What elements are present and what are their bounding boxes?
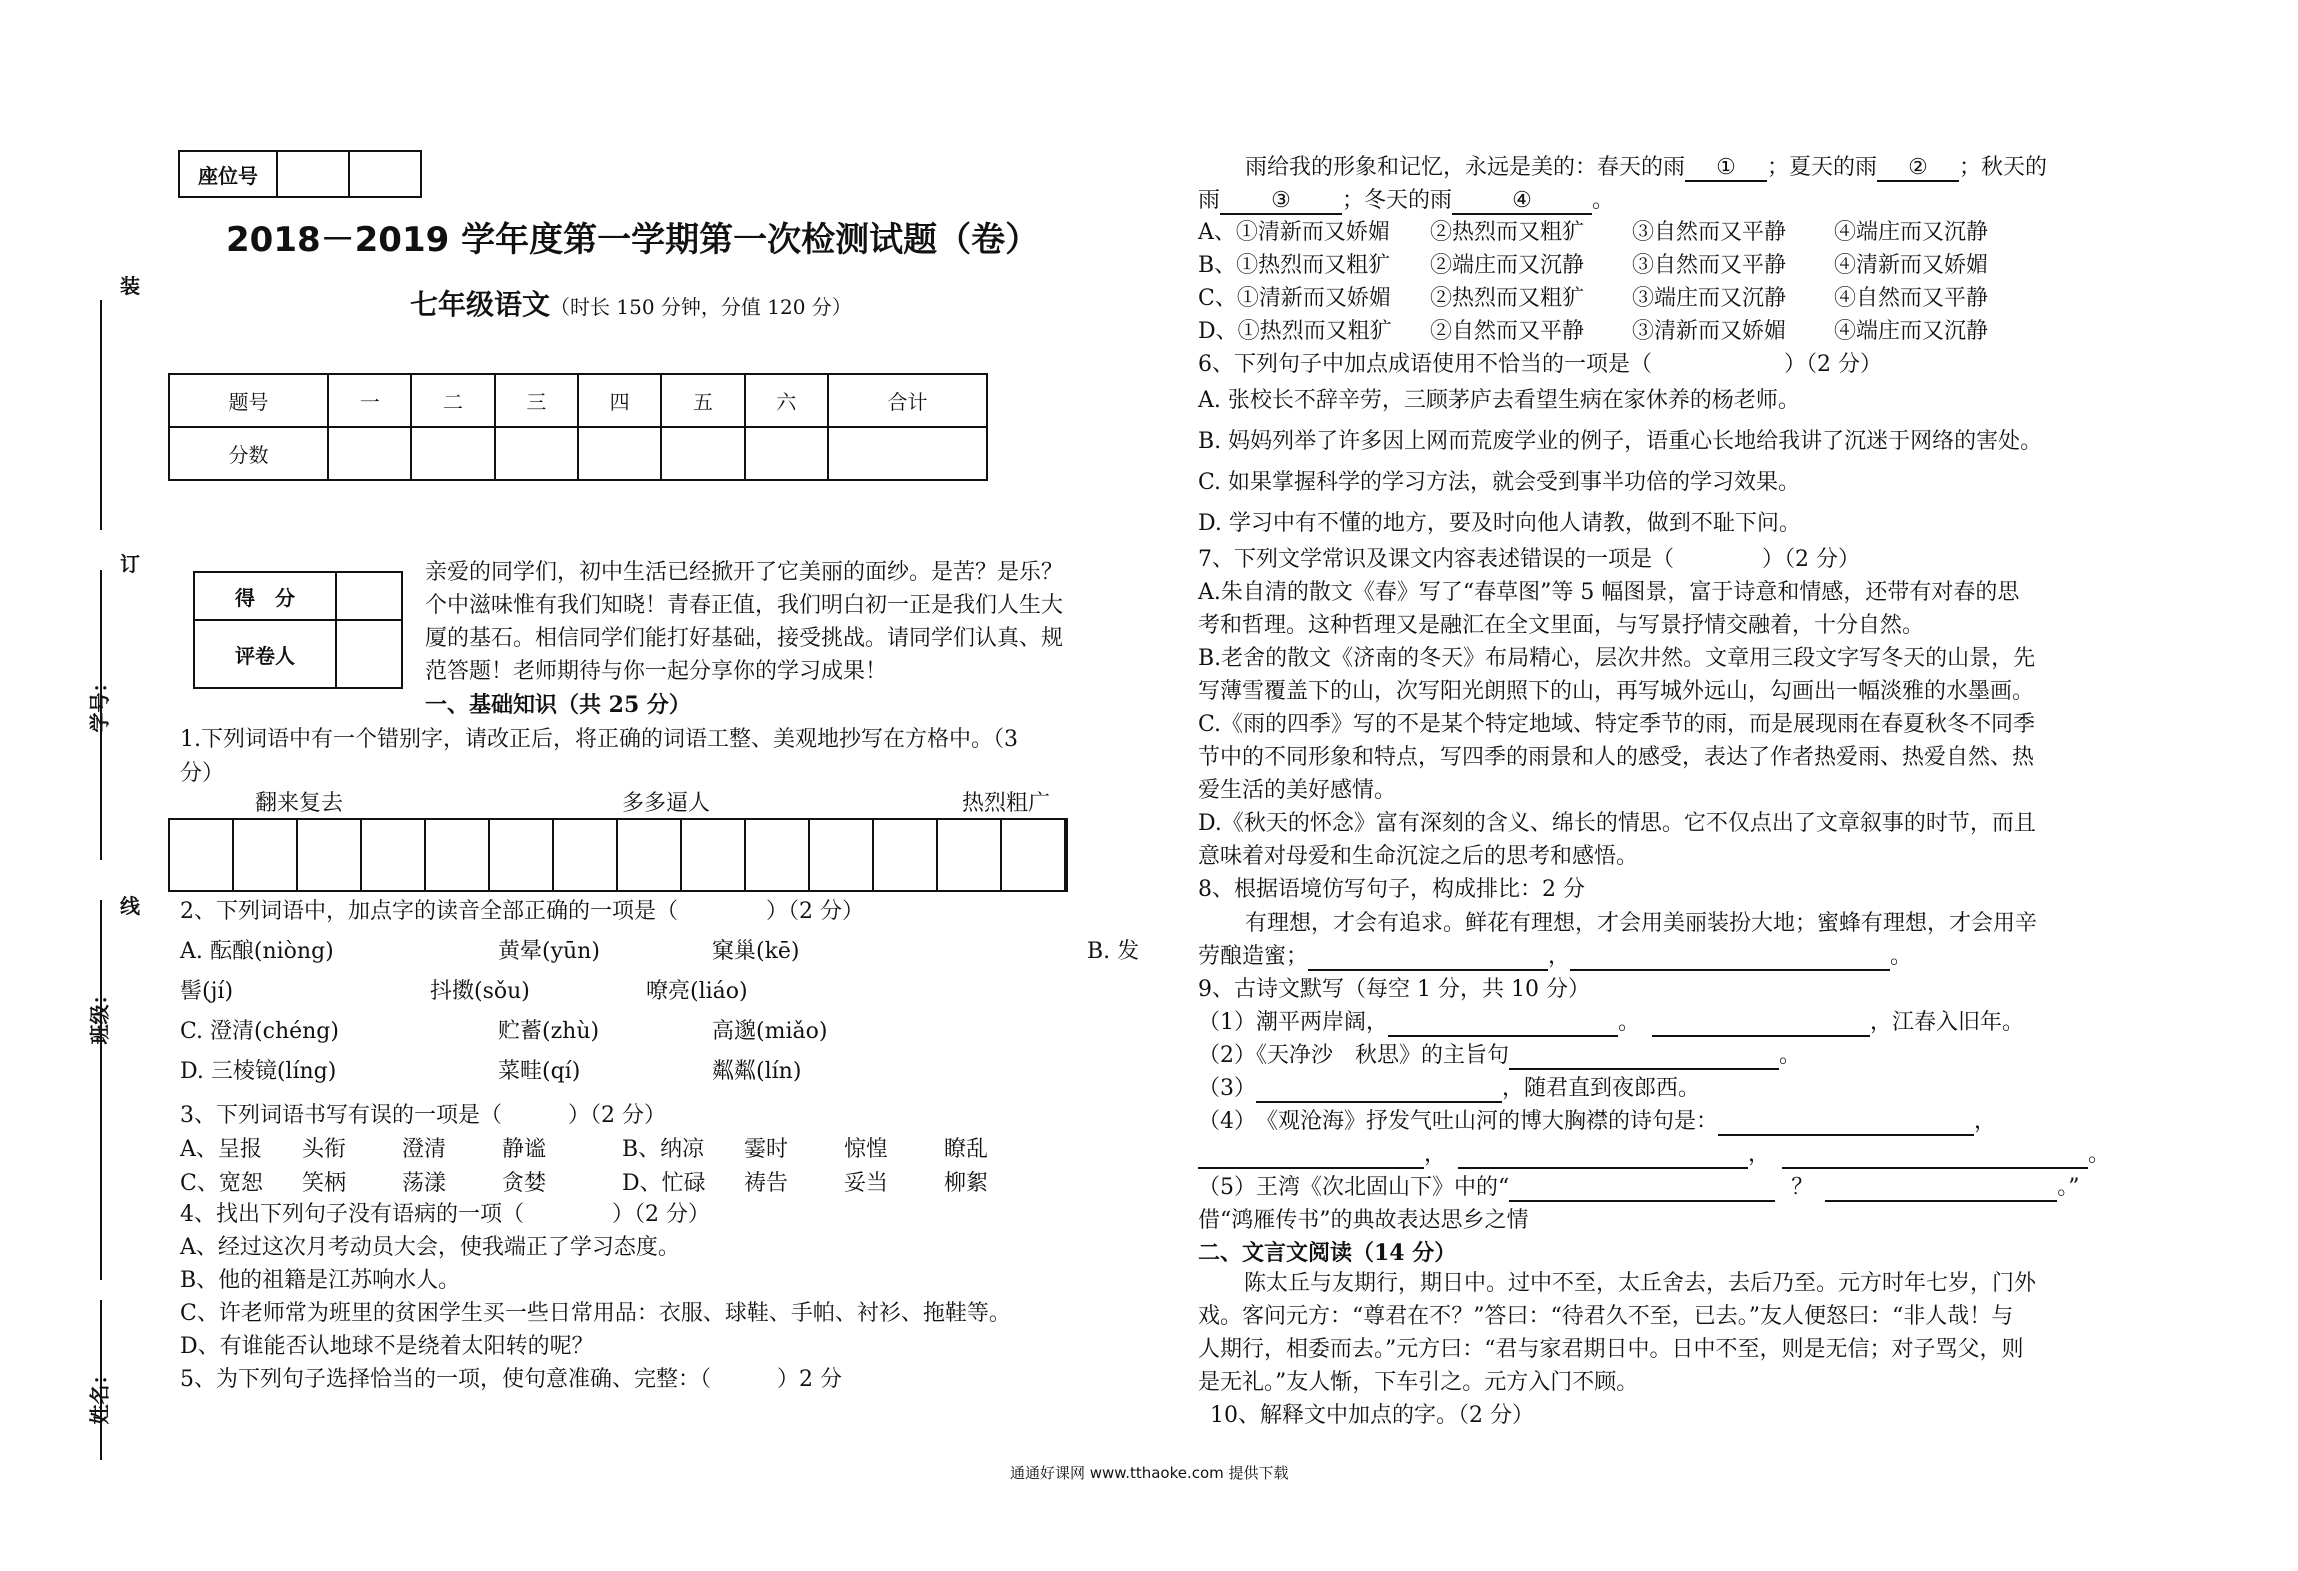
q3-word: 妥当 [844, 1171, 889, 1196]
q3-word: 瞭乱 [944, 1137, 989, 1162]
q5-sentence-cont [1198, 183, 1614, 215]
q5-text: 雨 [1198, 188, 1221, 213]
q5-text: 雨给我的形象和记忆，永远是美的：春天的雨 [1245, 155, 1686, 180]
q9-item-1: （1）潮平两岸阔， 。 ，江春入旧年。 [1198, 1010, 2025, 1035]
q2-option: 粼粼(lín) [712, 1059, 802, 1084]
margin-xingming: 姓名： [87, 1364, 112, 1425]
q5-option: A、①清新而又娇媚 ②热烈而又粗犷 ③自然而又平静 ④端庄而又沉静 [1198, 220, 1989, 245]
q10-stem: 10、解释文中加点的字。（2 分） [1210, 1403, 1534, 1428]
q4-option: D、有谁能否认地球不是绕着太阳转的呢？ [180, 1334, 594, 1359]
margin-zhuang: 装 [120, 274, 140, 298]
q5-blank[interactable]: ④ [1452, 188, 1592, 215]
q2-option: D. 三棱镜(líng) [180, 1059, 337, 1084]
section-heading: 二、文言文阅读（14 分） [1198, 1240, 1457, 1266]
q7-line: 写薄雪覆盖下的山，次写阳光朗照下的山，再写城外远山，勾画出一幅淡雅的水墨画。 [1198, 679, 2035, 704]
q3-word: 笑柄 [302, 1171, 347, 1196]
q5-stem: 5、为下列句子选择恰当的一项，使句意准确、完整：（ ）2 分 [180, 1367, 842, 1392]
score-value-row [169, 427, 987, 480]
q5-option: B、①热烈而又粗犷 ②端庄而又沉静 ③自然而又平静 ④清新而又娇媚 [1198, 253, 1989, 278]
intro-line: 亲爱的同学们，初中生活已经掀开了它美丽的面纱。是苦？是乐？ [425, 560, 1064, 585]
q2-option: C. 澄清(chéng) [180, 1019, 339, 1044]
q3-option-a [180, 1132, 546, 1163]
q3-stem: 3、下列词语书写有误的一项是（ ）（2 分） [180, 1103, 666, 1128]
q3-word: B、纳凉 [622, 1137, 705, 1162]
score-row-label: 分数 [169, 427, 328, 480]
q4-option: C、许老师常为班里的贫困学生买一些日常用品：衣服、球鞋、手帕、衬衫、拖鞋等。 [180, 1301, 1011, 1326]
q8-text: 劳酿造蜜； [1198, 944, 1309, 969]
q8-stem: 8、根据语境仿写句子，构成排比：2 分 [1198, 877, 1585, 902]
q9-blank[interactable] [1458, 1142, 1748, 1169]
margin-ding: 订 [120, 552, 140, 576]
section-heading: 一、基础知识（共 25 分） [425, 692, 691, 718]
q1-word: 多多逼人 [622, 791, 711, 816]
q8-blank[interactable] [1570, 944, 1890, 971]
q2-option: 嘹亮(liáo) [646, 979, 748, 1004]
q2-option: 高邈(miǎo) [712, 1019, 828, 1044]
seat-label: 座位号 [179, 151, 277, 197]
classical-line: 是无礼。”友人惭，下车引之。元方入门不顾。 [1198, 1370, 1639, 1395]
q6-option: C. 如果掌握科学的学习方法，就会受到事半功倍的学习效果。 [1198, 470, 1801, 495]
q5-text: 。 [1592, 188, 1615, 213]
q9-item-3: （3） ，随君直到夜郎西。 [1198, 1076, 1701, 1101]
q7-line: 爱生活的美好感情。 [1198, 778, 1397, 803]
q3-word: 头衔 [302, 1137, 347, 1162]
footer: 通通好课网 www.tthaoke.com 提供下载 [1010, 1464, 1289, 1482]
q3-word: 澄清 [402, 1137, 447, 1162]
q2-option: 菜畦(qí) [498, 1059, 581, 1084]
seat-cell[interactable] [349, 151, 421, 197]
score-cell[interactable] [828, 427, 987, 480]
q5-blank[interactable]: ② [1877, 155, 1959, 182]
seat-cell[interactable] [277, 151, 349, 197]
answer-grid[interactable] [168, 818, 1068, 892]
margin-banji: 班级： [87, 984, 112, 1045]
q6-option: A. 张校长不辞辛劳，三顾茅庐去看望生病在家休养的杨老师。 [1198, 388, 1800, 413]
q3-option-b [622, 1132, 988, 1163]
q9-item-4-cont: ， ， 。 [1198, 1137, 2110, 1169]
score-cell[interactable] [328, 427, 411, 480]
score-header-cell: 四 [578, 374, 661, 427]
grader-score-label: 得 分 [194, 572, 336, 620]
q9-blank[interactable] [1509, 1043, 1779, 1070]
q2-stem: 2、下列词语中，加点字的读音全部正确的一项是（ ）（2 分） [180, 899, 864, 924]
q1-stem-cont: 分） [180, 761, 225, 786]
q2-option: B. 发 [1087, 939, 1140, 964]
q1-word: 热烈粗广 [962, 791, 1051, 816]
q9-item-5: （5）王湾《次北固山下》中的“ ？ 。” [1198, 1175, 2080, 1200]
score-table [168, 373, 988, 481]
intro-line: 个中滋味惟有我们知晓！青春正值，我们明白初一正是我们人生大 [425, 593, 1064, 618]
q7-stem: 7、下列文学常识及课文内容表述错误的一项是（ ）（2 分） [1198, 547, 1860, 572]
q9-blank[interactable] [1388, 1010, 1618, 1037]
q7-line: 意味着对母爱和生命沉淀之后的思考和感悟。 [1198, 844, 1639, 869]
margin-xian: 线 [120, 894, 140, 918]
q3-word: 荡漾 [402, 1171, 447, 1196]
q9-stem: 9、古诗文默写（每空 1 分，共 10 分） [1198, 977, 1590, 1002]
q9-blank[interactable] [1652, 1010, 1870, 1037]
binding-line [100, 300, 102, 530]
score-header-cell: 合计 [828, 374, 987, 427]
score-header-cell: 六 [745, 374, 828, 427]
classical-line: 陈太丘与友期行，期日中。过中不至，太丘舍去，去后乃至。元方时年七岁，门外 [1244, 1271, 2037, 1296]
q5-blank[interactable]: ③ [1220, 188, 1342, 215]
binding-line [100, 900, 102, 1280]
q6-stem: 6、下列句子中加点成语使用不恰当的一项是（ ）（2 分） [1198, 352, 1882, 377]
q6-option: D. 学习中有不懂的地方，要及时向他人请教，做到不耻下问。 [1198, 511, 1801, 536]
score-cell[interactable] [495, 427, 578, 480]
q2-option: 黄晕(yūn) [498, 939, 600, 964]
margin-xuehao: 学号： [87, 672, 112, 733]
q8-text: 有理想，才会有追求。鲜花有理想，才会用美丽装扮大地；蜜蜂有理想，才会用辛 [1245, 911, 2038, 936]
q5-blank[interactable]: ① [1685, 155, 1767, 182]
score-header-cell: 题号 [169, 374, 328, 427]
seat-number-box [178, 150, 422, 198]
q9-blank[interactable] [1256, 1076, 1502, 1103]
q7-line: 考和哲理。这种哲理又是融汇在全文里面，与写景抒情交融着，十分自然。 [1198, 613, 1925, 638]
score-cell[interactable] [661, 427, 744, 480]
q1-stem: 1.下列词语中有一个错别字，请改正后，将正确的词语工整、美观地抄写在方格中。（3 [180, 727, 1018, 752]
q3-word: A、呈报 [180, 1137, 262, 1162]
q5-option: C、①清新而又娇媚 ②热烈而又粗犷 ③端庄而又沉静 ④自然而又平静 [1198, 286, 1989, 311]
q3-word: 惊惶 [844, 1137, 889, 1162]
q3-word: 贪婪 [502, 1171, 547, 1196]
score-header-cell: 五 [661, 374, 744, 427]
q2-option: 抖擞(sǒu) [430, 979, 530, 1004]
q5-text: ；冬天的雨 [1342, 188, 1453, 213]
q5-option: D、①热烈而又粗犷 ②自然而又平静 ③清新而又娇媚 ④端庄而又沉静 [1198, 319, 1989, 344]
q5-sentence [1245, 150, 2047, 182]
classical-line: 人期行，相委而去。”元方曰：“君与家君期日中。日中不至，则是无信；对子骂父，则 [1198, 1337, 2024, 1362]
score-header-cell: 三 [495, 374, 578, 427]
q3-word: C、宽恕 [180, 1171, 263, 1196]
subtitle-wrap [410, 283, 852, 323]
score-cell[interactable] [411, 427, 494, 480]
q6-option: B. 妈妈列举了许多因上网而荒废学业的例子，语重心长地给我讲了沉迷于网络的害处。 [1198, 429, 2043, 454]
score-cell[interactable] [745, 427, 828, 480]
q9-blank[interactable] [1782, 1142, 2088, 1169]
q8-fill [1198, 939, 1912, 971]
q7-line: A.朱自清的散文《春》写了“春草图”等 5 幅图景，富于诗意和情感，还带有对春的思 [1198, 580, 2020, 605]
q7-block [1198, 543, 2036, 906]
q7-line: C.《雨的四季》写的不是某个特定地域、特定季节的雨，而是展现雨在春夏秋冬不同季 [1198, 712, 2036, 737]
classical-line: 戏。客问元方：“尊君在不？”答曰：“待君久不至，已去。”友人便怒曰：“非人哉！与 [1198, 1304, 2014, 1329]
q7-line: 节中的不同形象和特点，写四季的雨景和人的感受，表达了作者热爱雨、热爱自然、热 [1198, 745, 2035, 770]
q9-blank[interactable] [1198, 1142, 1424, 1169]
q9-item-5-cont: 借“鸿雁传书”的典故表达思乡之情 [1198, 1208, 1529, 1233]
q2-option: 髻(jí) [180, 979, 234, 1004]
q5-options [1198, 216, 1988, 381]
q7-line: D.《秋天的怀念》富有深刻的含义、绵长的情思。它不仅点出了文章叙事的时节，而且 [1198, 811, 2036, 836]
grader-score-cell[interactable] [336, 572, 402, 620]
grader-box [193, 571, 403, 689]
q4-option: A、经过这次月考动员大会，使我端正了学习态度。 [180, 1235, 680, 1260]
score-cell[interactable] [578, 427, 661, 480]
q3-word: 霎时 [744, 1137, 789, 1162]
classical-passage [1198, 1267, 2036, 1432]
q2-option: 窠巢(kē) [712, 939, 800, 964]
grader-name-cell[interactable] [336, 620, 402, 688]
score-header-cell: 二 [411, 374, 494, 427]
subtitle: 七年级语文 [410, 288, 551, 321]
q8-blank[interactable] [1308, 944, 1548, 971]
q3-option-d [622, 1166, 988, 1197]
grader-label: 评卷人 [194, 620, 336, 688]
q4-stem: 4、找出下列句子没有语病的一项（ ）（2 分） [180, 1202, 710, 1227]
q9-item-4: （4） 《观沧海》抒发气吐山河的博大胸襟的诗句是： ， [1198, 1109, 1997, 1134]
subtitle-note: （时长 150 分钟，分值 120 分） [550, 295, 852, 319]
q2-option: 贮蓄(zhù) [498, 1019, 600, 1044]
page-title: 2018－2019 学年度第一学期第一次检测试题（卷） [226, 220, 1040, 260]
q8-text: 。 [1890, 944, 1913, 969]
q5-text: ；夏天的雨 [1767, 155, 1878, 180]
q9-item-2: （2）《天净沙 秋思》的主旨句 。 [1198, 1043, 1802, 1068]
q3-word: D、忙碌 [622, 1171, 706, 1196]
q5-text: ；秋天的 [1959, 155, 2048, 180]
q9-blank[interactable] [1509, 1175, 1775, 1202]
q3-option-c [180, 1166, 546, 1197]
intro-paragraph [425, 556, 1063, 688]
q3-word: 祷告 [744, 1171, 789, 1196]
q9-blank[interactable] [1825, 1175, 2057, 1202]
q1-word: 翻来复去 [255, 791, 344, 816]
q3-word: 静谧 [502, 1137, 547, 1162]
q2-option: A. 酝酿(niòng) [180, 939, 334, 964]
q4-block [180, 1198, 1011, 1396]
score-header-row [169, 374, 987, 427]
intro-line: 厦的基石。相信同学们能打好基础，接受挑战。请同学们认真、规 [425, 626, 1064, 651]
q9-blank[interactable] [1718, 1109, 1974, 1136]
q7-line: B.老舍的散文《济南的冬天》布局精心，层次井然。文章用三段文字写冬天的山景，先 [1198, 646, 2036, 671]
q3-word: 柳絮 [944, 1171, 989, 1196]
q8-text: ， [1548, 944, 1571, 969]
intro-line: 范答题！老师期待与你一起分享你的学习成果！ [425, 659, 888, 684]
score-header-cell: 一 [328, 374, 411, 427]
q4-option: B、他的祖籍是江苏响水人。 [180, 1268, 461, 1293]
